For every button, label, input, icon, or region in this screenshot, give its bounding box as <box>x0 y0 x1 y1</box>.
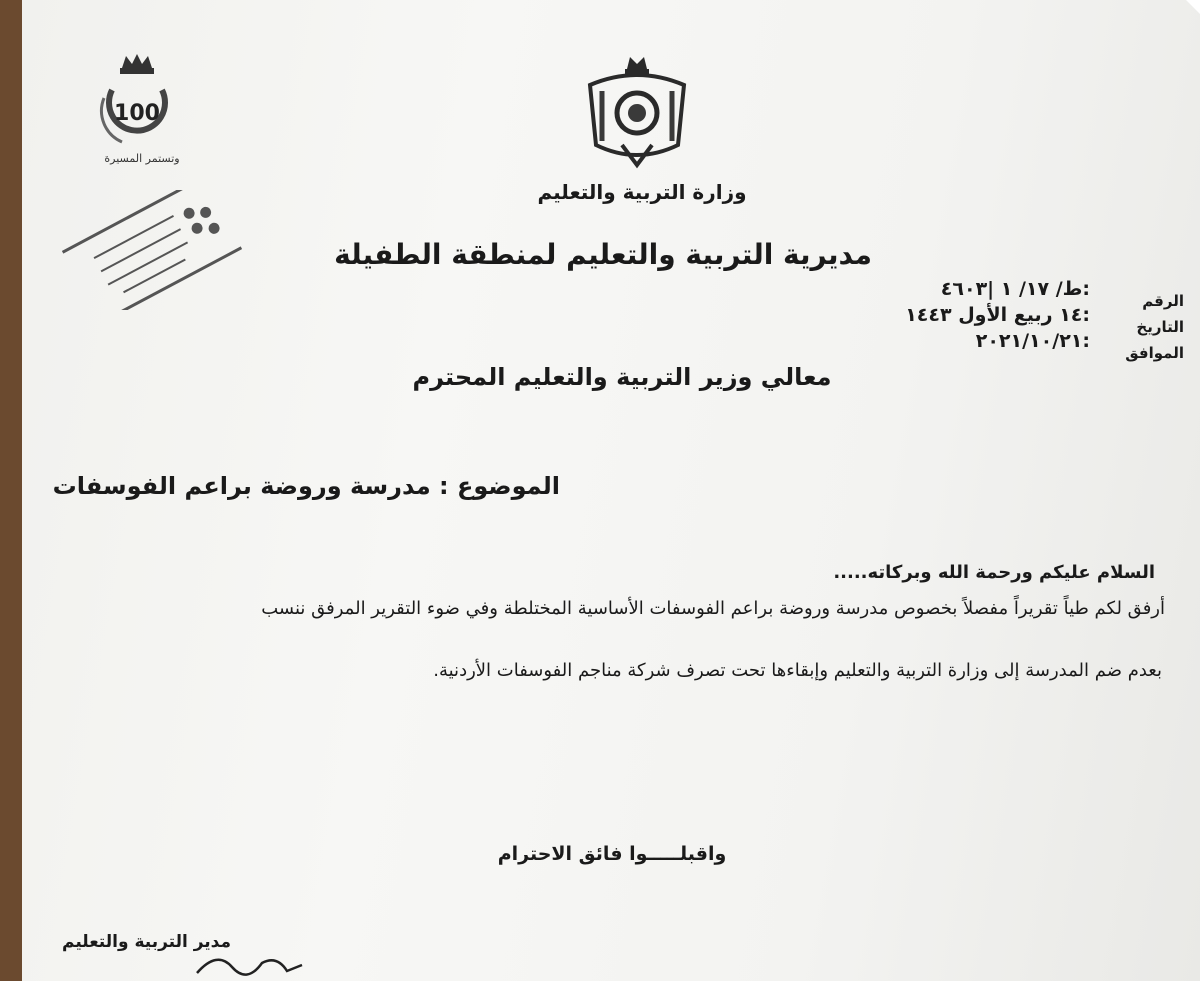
greeting: السلام عليكم ورحمة الله وبركاته..... <box>833 562 1155 583</box>
subject-line: الموضوع : مدرسة وروضة براعم الفوسفات <box>52 472 560 500</box>
closing-line: واقبلـــــوا فائق الاحترام <box>497 843 727 865</box>
reference-labels <box>1094 288 1184 366</box>
reference-date-hijri-value: :١٤ ربيع الأول ١٤٤٣ <box>905 304 1090 326</box>
body-line-1: أرفق لكم طياً تقريراً مفصلاً بخصوص مدرسة وروضة براعم الفوسفات الأساسية المختلطة وفي ضوء التقرير المرفق ننسب <box>261 598 1165 619</box>
handwritten-signature-icon <box>192 945 312 981</box>
letter-page <box>22 0 1200 981</box>
signatory-title: مدير التربية والتعليم <box>62 932 232 952</box>
reference-number-value: :ط/ ١٧/ ١ |٤٦٠٣ <box>940 278 1090 300</box>
centenary-caption: وتستمر المسيرة <box>104 152 180 165</box>
coat-of-arms-icon <box>582 55 692 170</box>
addressee: معالي وزير التربية والتعليم المحترم <box>412 363 832 391</box>
reference-values <box>770 276 1090 354</box>
award-stamp-icon <box>62 190 242 310</box>
reference-number-label: الرقم <box>1142 292 1184 310</box>
reference-date-gregorian-value: :٢٠٢١/١٠/٢١ <box>975 330 1090 352</box>
page-corner <box>1186 0 1200 14</box>
centenary-number: 100 <box>114 101 160 126</box>
body-line-2: بعدم ضم المدرسة إلى وزارة التربية والتعليم وإبقاءها تحت تصرف شركة مناجم الفوسفات الأردنية. <box>433 660 1162 681</box>
ministry-name: وزارة التربية والتعليم <box>537 180 747 204</box>
directorate-name: مديرية التربية والتعليم لمنطقة الطفيلة <box>334 238 872 271</box>
reference-date-gregorian-label: الموافق <box>1125 344 1184 362</box>
reference-date-hijri-label: التاريخ <box>1136 318 1184 336</box>
